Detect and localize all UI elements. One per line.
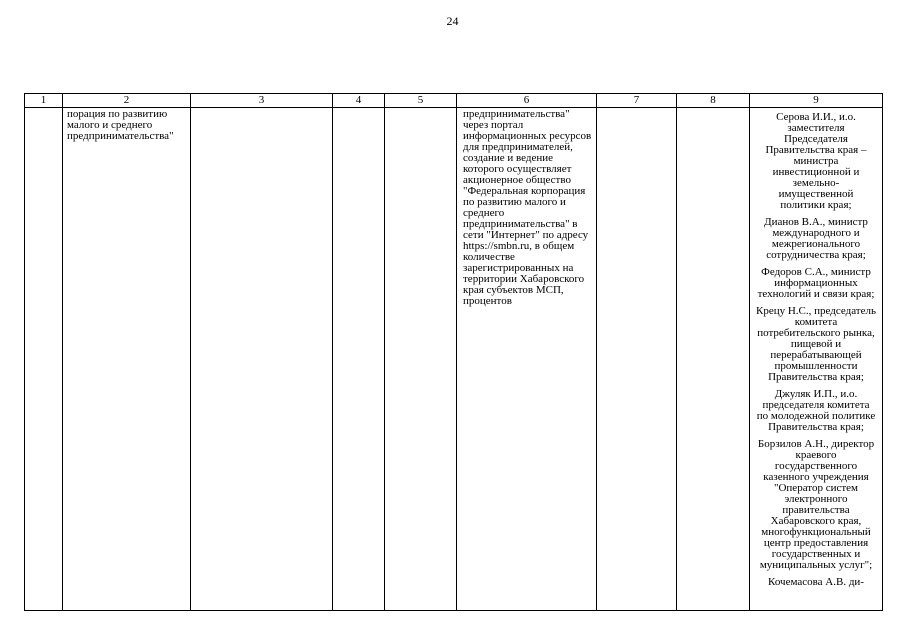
cell-col2: порация по развитию малого и среднего предпринимательства" (63, 108, 191, 611)
cell-col5 (385, 108, 457, 611)
column-header: 4 (333, 94, 385, 108)
responsible-person-paragraph: Дианов В.А., министр международного и межрегионального сотрудничества края; (764, 216, 868, 261)
column-header: 7 (597, 94, 677, 108)
cell-col6: предпринимательства" через портал информационных ресурсов для предпринимателей, создание и ведение которого осуществляет акционерное общество "Федеральная корпорация по развитию малого и среднего предпринимательства" в сети "Интернет" по адресу https://smbn.ru, в общем количестве зарегистрированных на территории Хабаровского края субъектов МСП, процентов (457, 108, 597, 611)
page-number: 24 (446, 14, 459, 28)
responsible-person-paragraph: Федоров С.А., министр информационных технологий и связи края; (757, 266, 875, 300)
cell-col7 (597, 108, 677, 611)
responsible-person-paragraph: Борзилов А.Н., директор краевого государственного казенного учреждения "Оператор систем электронного правительства Хабаровского края, многофункциональный центр предоставления государственных и муниципальных услуг"; (757, 438, 875, 571)
column-header: 9 (750, 94, 883, 108)
cell-col3 (191, 108, 333, 611)
column-header: 1 (25, 94, 63, 108)
column-header: 3 (191, 94, 333, 108)
column-header: 8 (677, 94, 750, 108)
responsible-person-paragraph: Серова И.И., и.о. заместителя Председателя Правительства края – министра инвестиционной и земельно-имущественной политики края; (765, 111, 867, 211)
table-header-row (25, 94, 883, 108)
cell-col8 (677, 108, 750, 611)
responsible-person-paragraph: Крецу Н.С., председатель комитета потребительского рынка, пищевой и перерабатывающей промышленности Правительства края; (756, 305, 877, 383)
cell-col4 (333, 108, 385, 611)
table-row (25, 108, 883, 611)
document-table (24, 93, 883, 611)
responsible-person-paragraph: Джуляк И.П., и.о. председателя комитета по молодежной политике Правительства края; (756, 388, 876, 433)
column-header: 5 (385, 94, 457, 108)
cell-col9 (750, 108, 883, 611)
column-header: 6 (457, 94, 597, 108)
responsible-person-paragraph: Кочемасова А.В. ди- (768, 576, 864, 588)
cell-col1 (25, 108, 63, 611)
column-header: 2 (63, 94, 191, 108)
